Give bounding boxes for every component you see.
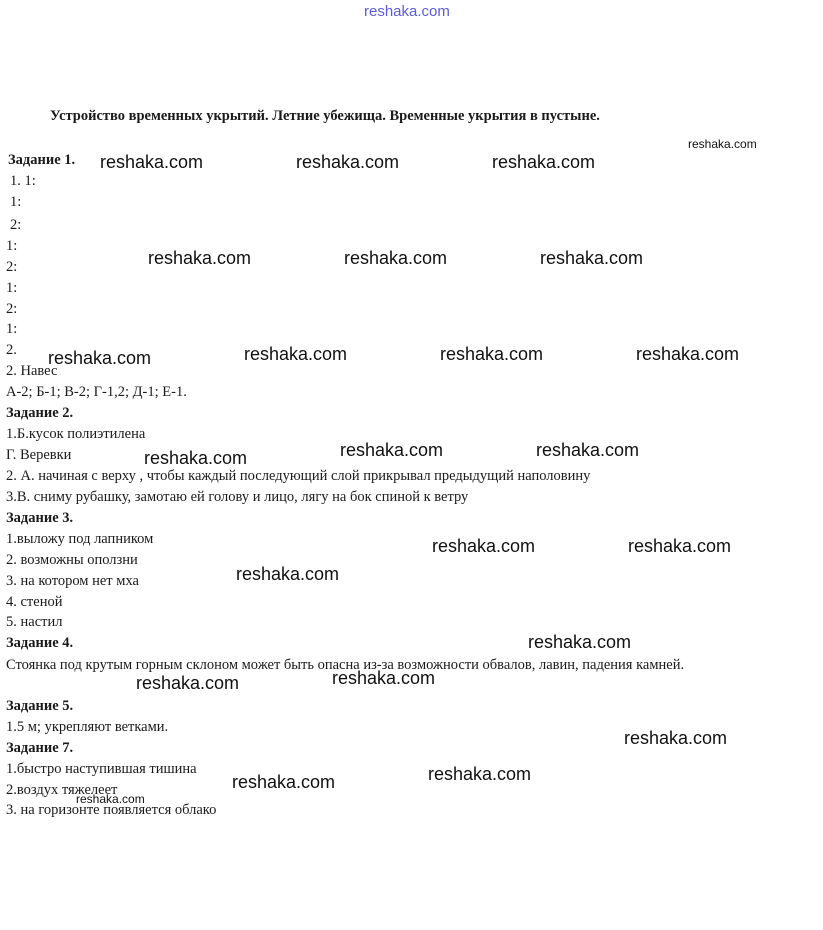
answer-line: 2: [6,259,18,275]
watermark: reshaka.com [624,728,728,748]
answer-line: 2: [6,301,18,317]
answer-line: 4. стеной [6,594,63,610]
answer-line: 2. А. начиная с верху , чтобы каждый последующий слой прикрывал предыдущий наполовину [6,468,591,484]
watermark: reshaka.com [236,564,340,584]
answer-line: 3. на горизонте появляется облако [6,802,217,818]
answer-line: 2. [6,342,17,358]
task-2-heading: Задание 2. [6,405,74,421]
watermark: reshaka.com [344,248,448,268]
answer-line: 1: [10,194,22,210]
answer-line: 2. Навес [6,363,58,379]
watermark: reshaka.com [244,344,348,364]
watermark: reshaka.com [492,152,596,172]
answer-line: 1: [6,238,18,254]
answer-line: 1.5 м; укрепляют ветками. [6,719,169,735]
watermark: reshaka.com [296,152,400,172]
watermark: reshaka.com [432,536,536,556]
task-3-heading: Задание 3. [6,510,74,526]
answer-line: А-2; Б-1; В-2; Г-1,2; Д-1; Е-1. [6,384,187,400]
watermark: reshaka.com [528,632,632,652]
watermark: reshaka.com [440,344,544,364]
answer-line: 1.Б.кусок полиэтилена [6,426,146,442]
header-watermark: reshaka.com [364,3,450,20]
watermark: reshaka.com [100,152,204,172]
task-5-heading: Задание 5. [6,698,74,714]
answer-line: 2. возможны оползни [6,552,138,568]
watermark: reshaka.com [688,137,757,151]
watermark: reshaka.com [428,764,532,784]
answer-paragraph: Стоянка под крутым горным склоном может быть опасна из-за возможности обвалов, лавин, падения камней. [6,657,685,673]
answer-line: Г. Веревки [6,447,72,463]
watermark: reshaka.com [332,668,436,688]
watermark: reshaka.com [48,348,152,368]
task-1-heading: Задание 1. [8,152,76,168]
task-4-heading: Задание 4. [6,635,74,651]
answer-line: 2.воздух тяжелеет [6,782,118,798]
watermark: reshaka.com [340,440,444,460]
answer-line: 3. на котором нет мха [6,573,139,589]
answer-line: 1. 1: [10,173,36,189]
watermark: reshaka.com [136,673,240,693]
watermark: reshaka.com [540,248,644,268]
watermark: reshaka.com [148,248,252,268]
answer-line: 1.выложу под лапником [6,531,154,547]
answer-line: 1: [6,321,18,337]
watermark: reshaka.com [628,536,732,556]
answer-line: 5. настил [6,614,63,630]
watermark: reshaka.com [636,344,740,364]
answer-line: 2: [10,217,22,233]
answer-line: 3.В. сниму рубашку, замотаю ей голову и лицо, лягу на бок спиной к ветру [6,489,469,505]
page-title: Устройство временных укрытий. Летние убежища. Временные укрытия в пустыне. [50,108,600,124]
answer-line: 1.быстро наступившая тишина [6,761,197,777]
watermark: reshaka.com [536,440,640,460]
watermark: reshaka.com [76,792,145,806]
watermark: reshaka.com [232,772,336,792]
task-7-heading: Задание 7. [6,740,74,756]
watermark: reshaka.com [144,448,248,468]
answer-line: 1: [6,280,18,296]
